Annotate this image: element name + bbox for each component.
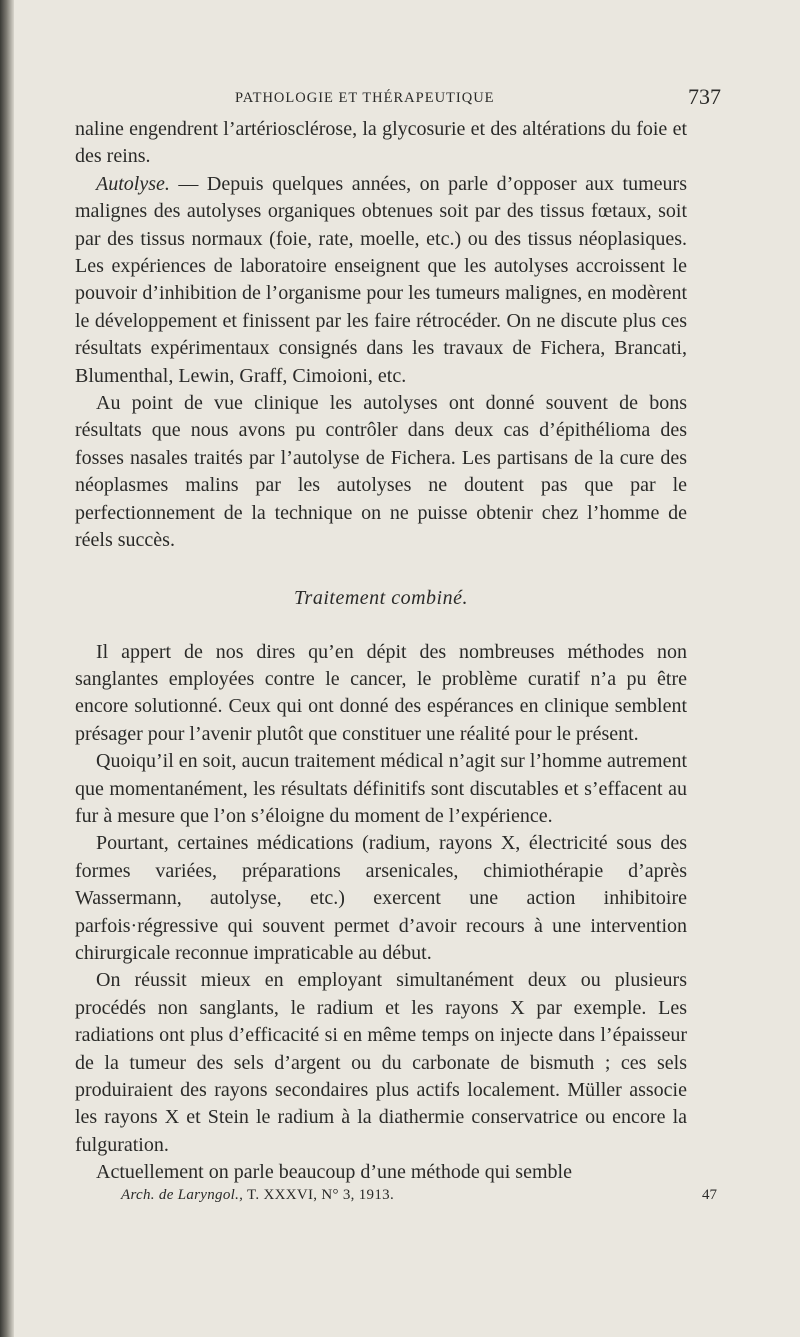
paragraph-quoiquil: Quoiqu’il en soit, aucun traitement médical n’agit sur l’homme autrement que momentanément, les résultats définitifs sont discutables et s’effacent au fur à mesure que l’on s’éloigne du moment de l’expérience.: [75, 750, 687, 827]
paragraph-reussit: On réussit mieux en employant simultanément deux ou plusieurs procédés non sanglants, le radium et les rayons X par exemple. Les radiations ont plus d’efficacité si en même temps on injecte dans l’épaisseur de la tumeur des sels d’argent ou du carbonate de bismuth ; ces sels produiraient des rayons secondaires plus actifs localement. Müller associe les rayons X et Stein le radium à la diathermie conservatrice ou encore la fulguration.: [75, 969, 687, 1156]
page-footer: [75, 1186, 717, 1213]
footer-volume: T. XXXVI, N° 3, 1913.: [243, 1186, 395, 1203]
paragraph-autolyse-text: — Depuis quelques années, on parle d’opposer aux tumeurs malignes des autolyses organiques obtenues soit par des tissus fœtaux, soit par des tissus normaux (foie, rate, moelle, etc.) ou des tissus néoplasiques. Les expériences de laboratoire enseignent que les autolyses accroissent le pouvoir d’inhibition de l’organisme pour les tumeurs malignes, en modèrent le développement et finissent par les faire rétrocéder. On ne discute plus ces résultats expérimentaux consignés dans les travaux de Fichera, Brancati, Blumenthal, Lewin, Graff, Cimoioni, etc.: [75, 172, 687, 387]
paragraph-actuellement: Actuellement on parle beaucoup d’une méthode qui semble: [96, 1161, 572, 1184]
book-page: [75, 80, 721, 1213]
paragraph-clinique: Au point de vue clinique les autolyses ont donné souvent de bons résultats que nous avons pu contrôler dans deux cas d’épithélioma des fosses nasales traités par l’autolyse de Fichera. Les partisans de la cure des néoplasmes malins par les autolyses ne doutent pas que par le perfectionnement de la technique on ne puisse obtenir chez l’homme de réels succès.: [75, 392, 687, 552]
section-title: Traitement combiné.: [294, 586, 468, 609]
paragraph-pourtant: Pourtant, certaines médications (radium, rayons X, électricité sous des formes variées, préparations arsenicales, chimiothérapie d’après Wassermann, autolyse, etc.) exercent une action inhibitoire parfois·régressive qui souvent permet d’avoir recours à une intervention chirurgicale reconnue impraticable au début.: [75, 832, 687, 964]
footer-journal-title: Arch. de Laryngol.,: [121, 1186, 244, 1203]
paragraph-continuation: naline engendrent l’artériosclérose, la glycosurie et des altérations du foie et des reins.: [75, 118, 687, 168]
paragraph-appert: Il appert de nos dires qu’en dépit des nombreuses méthodes non sanglantes employées contre le cancer, le problème curatif n’a pu être encore solutionné. Ceux qui ont donné des espérances en clinique semblent présager pour l’avenir plutôt que constituer une réalité pour le présent.: [75, 640, 687, 745]
running-title: PATHOLOGIE ET THÉRAPEUTIQUE: [235, 90, 495, 106]
footer-signature: 47: [702, 1186, 717, 1203]
body-text: [75, 116, 687, 1187]
paragraph-lead-autolyse: Autolyse.: [96, 172, 170, 195]
book-spine-shadow: [0, 0, 14, 1337]
footer-journal: [121, 1187, 394, 1204]
running-head: [75, 80, 721, 116]
paragraph-autolyse: [75, 171, 687, 390]
page-number: 737: [688, 84, 721, 109]
